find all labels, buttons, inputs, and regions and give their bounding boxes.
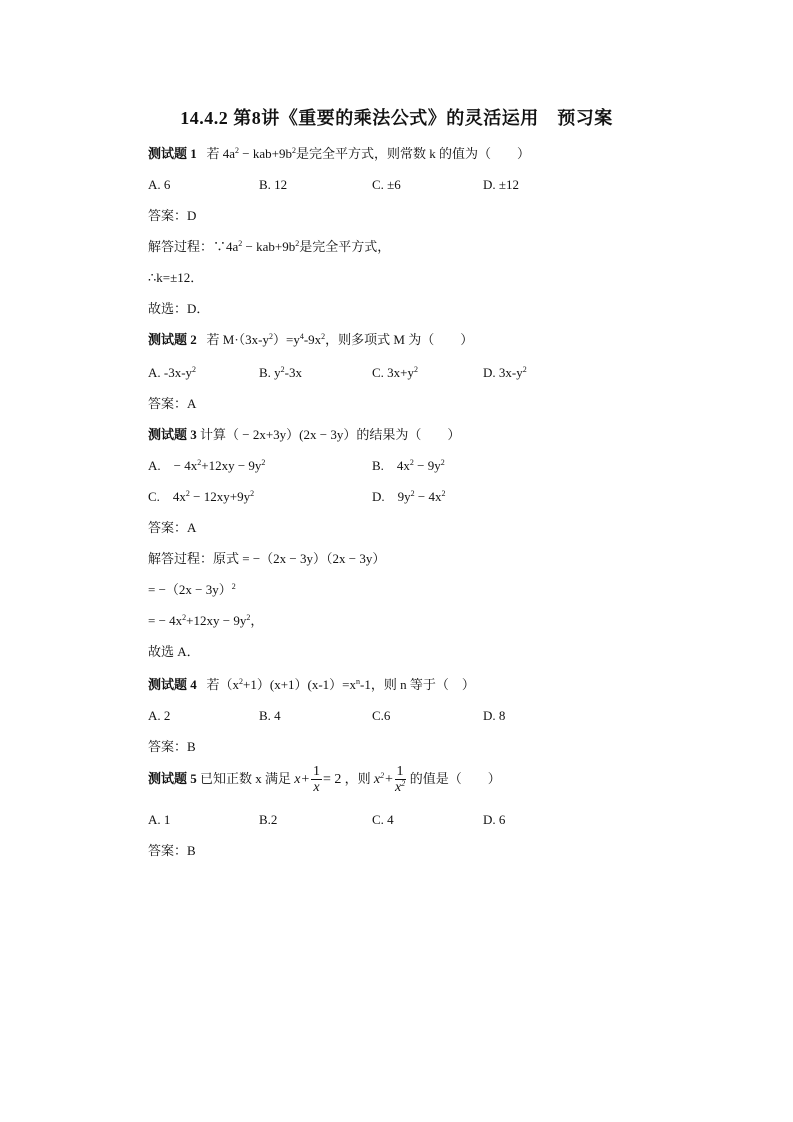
q3-process: 解答过程：原式 = −（2x − 3y）（2x − 3y） <box>148 551 386 566</box>
question-3-label: 测试题 3 <box>148 427 197 442</box>
q5-option-b: B.2 <box>259 812 278 827</box>
question-1-label: 测试题 1 <box>148 146 197 161</box>
q3-conclusion: 故选 A． <box>148 644 200 659</box>
q4-option-d: D. 8 <box>483 708 506 723</box>
q1-step: ∴k=±12． <box>148 270 204 285</box>
question-3-stem: 测试题 3 计算（ − 2x+3y）(2x − 3y）的结果为（ ） <box>148 427 461 442</box>
q5-option-a: A. 1 <box>148 812 171 827</box>
q1-process: 解答过程：$\because 4a^2 - kab+9b^2$是完全平方式， <box>148 239 391 254</box>
question-4-label: 测试题 4 <box>148 677 197 692</box>
q3-option-c: C. $4x^2 - 12xy+9y^2$ <box>148 489 255 504</box>
q5-option-c: C. 4 <box>372 812 394 827</box>
q3-step-2: = − $4x^2+12xy - 9y^2$， <box>148 613 264 628</box>
q2-option-a: A. $-3x-y^2$ <box>148 365 197 380</box>
q3-option-b: B. $4x^2 - 9y^2$ <box>372 458 445 473</box>
q1-option-b: B. 12 <box>259 177 288 192</box>
q5-option-d: D. 6 <box>483 812 506 827</box>
q4-option-a: A. 2 <box>148 708 171 723</box>
question-5-stem: 测试题 5 已知正数 x 满足 x+ $\frac{1}{x}$ = 2 ，则 $x^2+$ $\frac{1}{x^2}$ 的值是（ ） <box>148 764 501 796</box>
q3-option-a: A. − $4x^2+12xy - 9y^2$ <box>148 458 266 473</box>
q4-option-c: C.6 <box>372 708 391 723</box>
q4-option-b: B. 4 <box>259 708 281 723</box>
q3-step-1: = $-(2x - 3y)^2$ <box>148 582 236 597</box>
q2-option-b: B. $y^2-3x$ <box>259 365 303 380</box>
q2-answer: 答案：A <box>148 396 197 411</box>
q4-answer: 答案：B <box>148 739 196 754</box>
q1-option-d: D. ±12 <box>483 177 520 192</box>
question-1-stem: 测试题 1 若 $4a^2 - kab+9b^2$是完全平方式，则常数 k 的值为（ ） <box>148 146 530 161</box>
q5-answer: 答案：B <box>148 843 196 858</box>
q3-answer: 答案：A <box>148 520 197 535</box>
page-title: 14.4.2 第8讲《重要的乘法公式》的灵活运用 预习案 <box>180 108 613 128</box>
q1-option-c: C. ±6 <box>372 177 401 192</box>
question-5-label: 测试题 5 <box>148 771 197 786</box>
question-2-label: 测试题 2 <box>148 332 197 347</box>
q3-option-d: D. $9y^2 - 4x^2$ <box>372 489 446 504</box>
q5-expression-1: x+ $\frac{1}{x}$ = 2 <box>294 764 342 796</box>
q5-expression-2: $x^2+$ $\frac{1}{x^2}$ <box>373 764 406 796</box>
question-4-stem: 测试题 4 若$(x^2+1)(x+1)(x-1)=x^n-1$，则 n 等于（ ） <box>148 677 475 692</box>
q2-option-d: D. $3x-y^2$ <box>483 365 527 380</box>
q1-option-a: A. 6 <box>148 177 171 192</box>
q1-conclusion: 故选：D． <box>148 301 210 316</box>
q2-option-c: C. $3x+y^2$ <box>372 365 419 380</box>
question-2-stem: 测试题 2 若 $M\cdot(3x-y^2)=y^4-9x^2$，则多项式 M 为（ ） <box>148 332 474 347</box>
q1-answer: 答案：D <box>148 208 197 223</box>
